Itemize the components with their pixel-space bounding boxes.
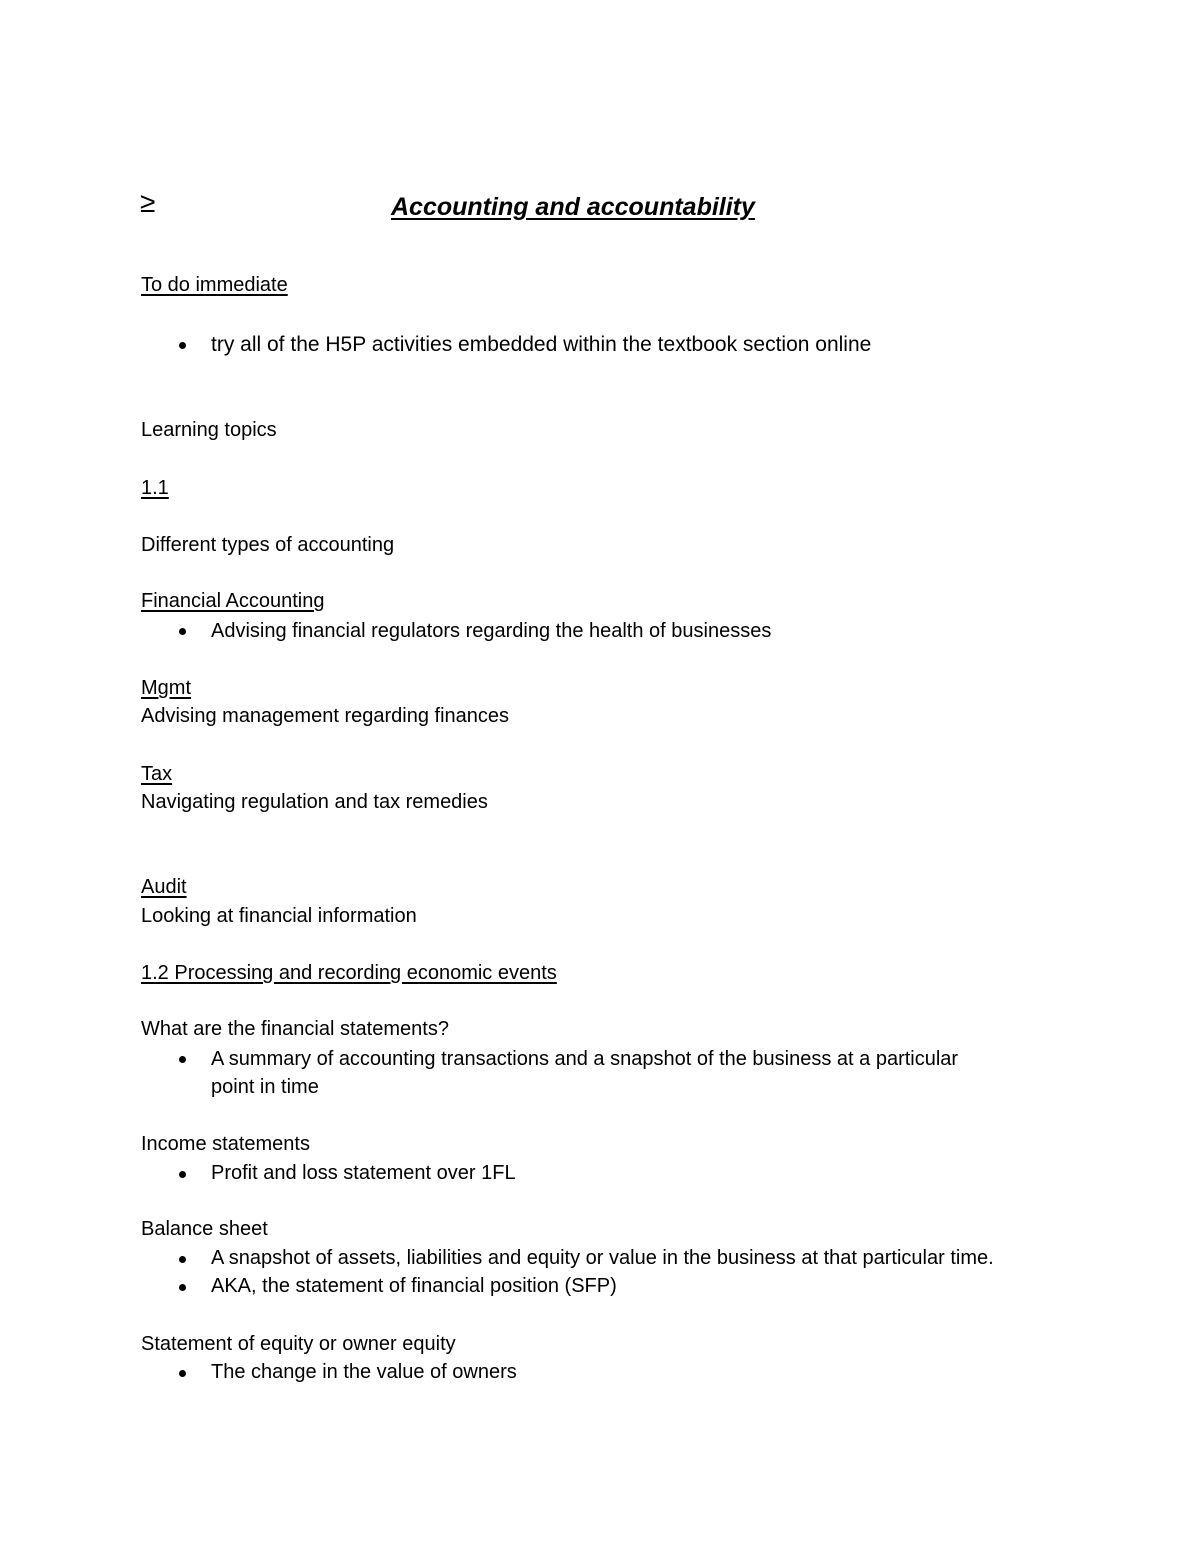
tax-heading: Tax <box>141 763 173 785</box>
balance-sheet-heading: Balance sheet <box>141 1218 268 1240</box>
page-title: Accounting and accountability <box>391 193 755 221</box>
balance-sheet-bullet-1: A snapshot of assets, liabilities and equity or value in the business at that particular time. <box>211 1247 994 1269</box>
todo-bullet-1: try all of the H5P activities embedded within the textbook section online <box>211 333 872 356</box>
income-statements-bullet: Profit and loss statement over 1FL <box>211 1162 516 1184</box>
section-1-2-heading: 1.2 Processing and recording economic events <box>141 962 557 984</box>
mgmt-text: Advising management regarding finances <box>141 705 509 727</box>
audit-text: Looking at financial information <box>141 905 417 927</box>
section-1-1-subtitle: Different types of accounting <box>141 534 395 556</box>
learning-topics-label: Learning topics <box>141 419 277 441</box>
bullet-icon <box>179 1171 186 1178</box>
audit-heading: Audit <box>141 876 187 898</box>
bullet-icon <box>179 1284 186 1291</box>
bullet-icon <box>179 1370 186 1377</box>
bullet-icon <box>179 1256 186 1263</box>
financial-statements-question: What are the financial statements? <box>141 1018 449 1040</box>
greater-equal-symbol: ≥ <box>140 187 156 218</box>
bullet-icon <box>179 1056 186 1063</box>
financial-accounting-bullet: Advising financial regulators regarding the health of businesses <box>211 620 772 642</box>
financial-accounting-heading: Financial Accounting <box>141 590 325 612</box>
income-statements-heading: Income statements <box>141 1133 310 1155</box>
owner-equity-heading: Statement of equity or owner equity <box>141 1333 456 1355</box>
financial-statements-bullet-line-1: A summary of accounting transactions and a snapshot of the business at a particular <box>211 1048 959 1070</box>
section-1-1-number: 1.1 <box>141 477 169 499</box>
bullet-icon <box>179 342 186 349</box>
bullet-icon <box>179 628 186 635</box>
balance-sheet-bullet-2: AKA, the statement of financial position (SFP) <box>211 1275 617 1297</box>
owner-equity-bullet: The change in the value of owners <box>211 1361 517 1383</box>
financial-statements-bullet-line-2: point in time <box>211 1076 319 1098</box>
todo-heading: To do immediate <box>141 274 288 296</box>
tax-text: Navigating regulation and tax remedies <box>141 791 488 813</box>
mgmt-heading: Mgmt <box>141 677 191 699</box>
